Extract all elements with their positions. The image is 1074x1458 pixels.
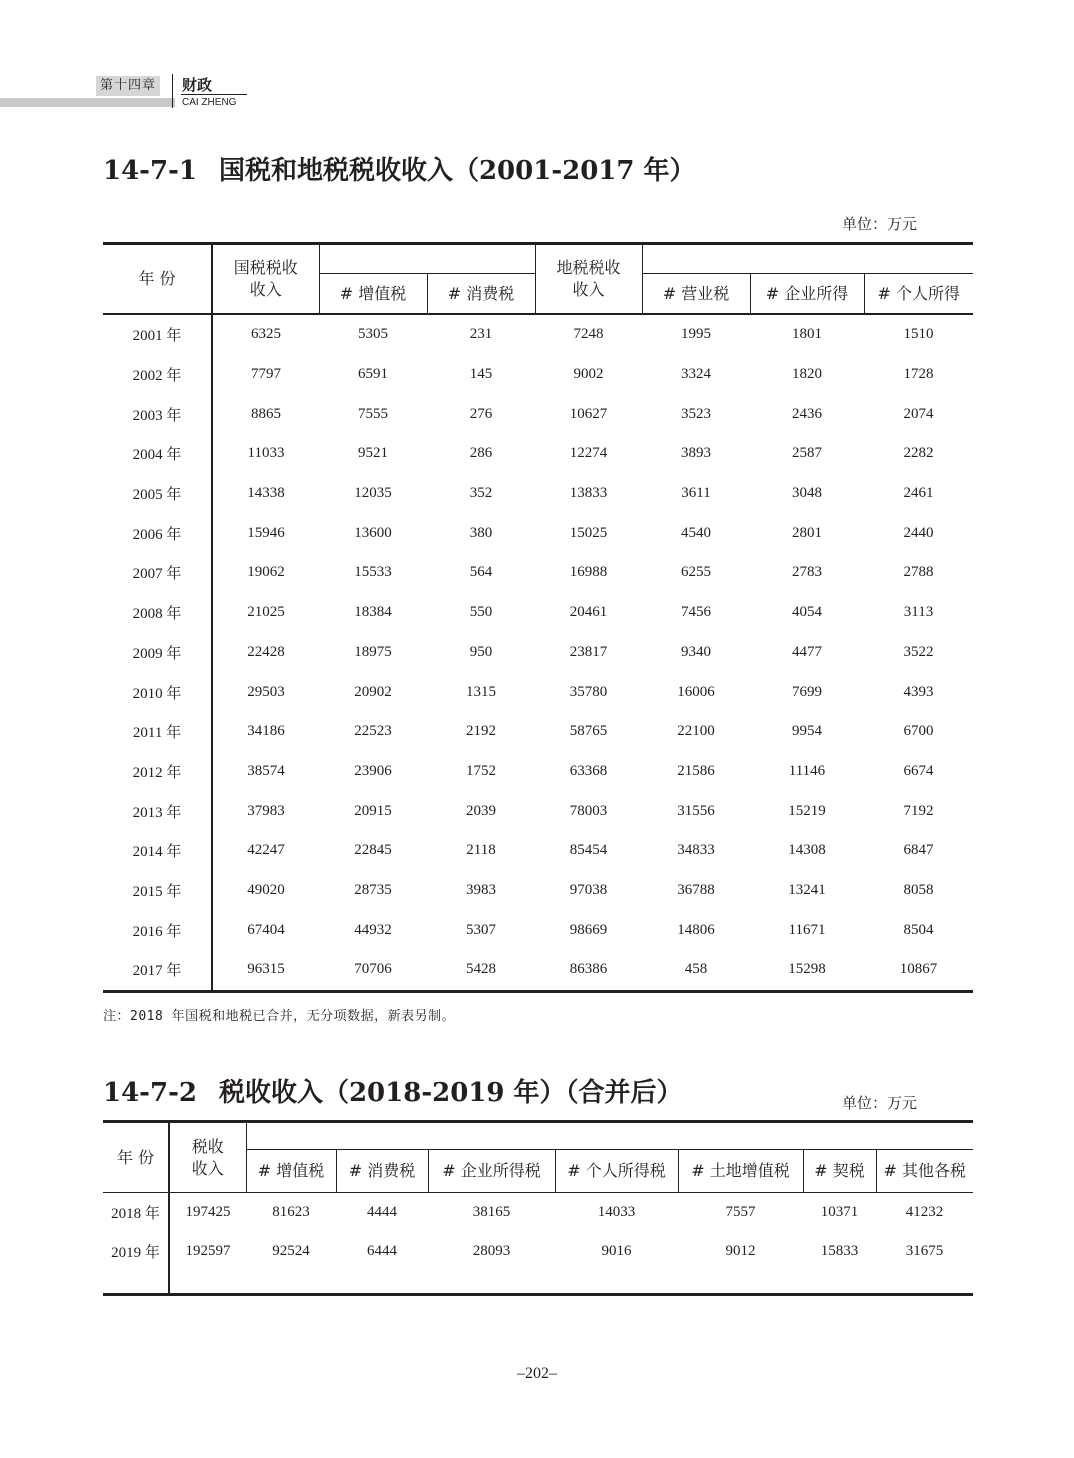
table-cell: 6591	[358, 366, 388, 383]
table-cell: 19062	[212, 553, 319, 593]
table-cell: 2801	[792, 524, 822, 541]
row-year-cell: 2005 年	[132, 487, 182, 504]
table-cell: 3048	[792, 485, 822, 502]
row-year-cell: 2010 年	[132, 685, 182, 702]
table-cell: 3611	[681, 485, 711, 502]
table-cell: 7192	[903, 802, 934, 819]
table-cell: 20902	[354, 683, 392, 700]
table-cell: 2074	[903, 405, 934, 422]
row-year-cell: 2019 年	[111, 1245, 160, 1261]
table-cell: 35780	[569, 683, 608, 700]
table-row	[103, 355, 973, 395]
table-cell: 11033	[212, 434, 319, 474]
table-cell: 2436	[792, 405, 822, 422]
table-cell: 458	[684, 961, 708, 978]
table-cell: 20915	[354, 802, 392, 819]
table-cell: 58765	[569, 723, 608, 740]
table-cell: 6674	[903, 762, 934, 779]
table-cell: 9016	[601, 1243, 632, 1259]
row-year-cell: 2013 年	[132, 804, 182, 821]
spacer-cell	[678, 1271, 803, 1295]
table-cell: 36788	[677, 881, 715, 898]
table-cell: 1820	[792, 366, 822, 383]
row-year-cell: 2016 年	[132, 923, 182, 940]
table-cell: 8058	[903, 881, 934, 898]
table-cell: 9002	[573, 366, 604, 383]
table-cell: 28093	[472, 1243, 511, 1259]
table-cell: 15946	[212, 513, 319, 553]
table-cell: 3893	[681, 445, 711, 462]
row-year-cell: 2009 年	[132, 645, 182, 662]
table-cell: 11146	[788, 762, 826, 779]
table-cell: 23817	[569, 643, 608, 660]
table1-heading	[103, 150, 696, 187]
table-cell: 18975	[354, 643, 392, 660]
table-cell: 564	[469, 564, 493, 581]
table-cell: 7699	[792, 683, 822, 700]
table-cell: 197425	[169, 1193, 246, 1233]
table-cell: 5307	[466, 921, 496, 938]
table-cell: 15533	[354, 564, 392, 581]
table-cell: 1728	[903, 366, 934, 383]
table-cell: 9954	[792, 723, 822, 740]
table-cell: 16988	[569, 564, 608, 581]
table-cell: 12035	[354, 485, 392, 502]
spacer-cell	[169, 1271, 246, 1295]
table-row	[103, 553, 973, 593]
table-cell: 34186	[212, 712, 319, 752]
table-cell: 49020	[212, 871, 319, 911]
table1-body	[103, 314, 973, 991]
table-cell: 28735	[354, 881, 392, 898]
table-cell: 2788	[903, 564, 934, 581]
table-row	[103, 434, 973, 474]
table-row	[103, 831, 973, 871]
table-cell: 98669	[569, 921, 608, 938]
table-cell: 15025	[569, 524, 608, 541]
table-cell: 22100	[677, 723, 715, 740]
table-row	[103, 314, 973, 355]
table-cell: 63368	[569, 762, 608, 779]
table-cell: 8504	[903, 921, 934, 938]
row-year-cell: 2006 年	[132, 526, 182, 543]
table-cell: 9340	[681, 643, 711, 660]
header-divider	[172, 74, 173, 108]
table-row	[103, 1232, 973, 1271]
table1	[103, 242, 973, 993]
table-cell: 2587	[792, 445, 822, 462]
table-cell: 13833	[569, 485, 608, 502]
table-cell: 21586	[677, 762, 715, 779]
table1-title: 国税和地税税收收入（2001-2017 年）	[218, 156, 696, 186]
row-year-cell: 2017 年	[132, 963, 182, 980]
spacer-cell	[336, 1271, 428, 1295]
row-year-cell: 2003 年	[132, 407, 182, 424]
table-cell: 42247	[212, 831, 319, 871]
table-cell: 2783	[792, 564, 822, 581]
table2-heading	[103, 1072, 683, 1109]
header-rule	[181, 94, 247, 95]
table-cell: 97038	[569, 881, 608, 898]
table-cell: 3983	[466, 881, 496, 898]
row-year-cell: 2011 年	[132, 725, 182, 742]
table-cell: 3523	[681, 405, 711, 422]
table-cell: 13241	[788, 881, 826, 898]
table-cell: 34833	[677, 842, 715, 859]
table-cell: 41232	[905, 1204, 944, 1220]
table-cell: 5305	[358, 326, 388, 343]
t2-col-header-vat: # 增值税	[246, 1150, 336, 1193]
table-cell: 38574	[212, 752, 319, 792]
table-cell: 7555	[358, 405, 388, 422]
table-cell: 2282	[903, 445, 934, 462]
row-year-cell: 2012 年	[132, 764, 182, 781]
table2-unit: 单位：万元	[842, 1094, 918, 1112]
table-cell: 78003	[569, 802, 608, 819]
col-header-corporate: # 企业所得	[750, 274, 864, 315]
table-cell: 29503	[212, 672, 319, 712]
table2-number: 14-7-2	[103, 1078, 197, 1108]
table-cell: 14806	[677, 921, 715, 938]
table-cell: 550	[469, 604, 493, 621]
spacer-cell	[555, 1271, 678, 1295]
table-cell: 276	[469, 405, 493, 422]
table-cell: 21025	[212, 593, 319, 633]
table-cell: 16006	[677, 683, 715, 700]
local-group-rule	[642, 244, 973, 274]
table-cell: 7797	[212, 355, 319, 395]
table-row	[103, 394, 973, 434]
t2-col-header-deed: # 契税	[803, 1150, 876, 1193]
col-header-consumption: # 消费税	[427, 274, 535, 315]
table-cell: 15833	[820, 1243, 859, 1259]
table-cell: 7456	[681, 604, 711, 621]
table2-body	[103, 1193, 973, 1295]
table-cell: 1315	[466, 683, 496, 700]
table-cell: 23906	[354, 762, 392, 779]
table-cell: 8865	[212, 394, 319, 434]
table-cell: 15298	[788, 961, 826, 978]
row-year-cell: 2004 年	[132, 447, 182, 464]
table-cell: 22523	[354, 723, 392, 740]
table-cell: 67404	[212, 910, 319, 950]
table-cell: 81623	[272, 1204, 310, 1220]
table-cell: 3324	[681, 366, 711, 383]
row-year-cell: 2014 年	[132, 844, 182, 861]
table-cell: 10371	[820, 1204, 859, 1220]
table-cell: 7248	[573, 326, 604, 343]
t2-col-header-consumption: # 消费税	[336, 1150, 428, 1193]
table-cell: 11671	[788, 921, 826, 938]
row-year-cell: 2002 年	[132, 368, 182, 385]
table-cell: 44932	[354, 921, 392, 938]
table-cell: 2440	[903, 524, 934, 541]
table-cell: 70706	[354, 961, 392, 978]
table1-number: 14-7-1	[103, 156, 197, 186]
table-row	[103, 910, 973, 950]
table-cell: 20461	[569, 604, 608, 621]
chapter-label: 第十四章	[96, 76, 160, 96]
table-row	[103, 672, 973, 712]
table-cell: 3113	[903, 604, 934, 621]
table-cell: 2192	[466, 723, 496, 740]
table-row	[103, 1193, 973, 1233]
table-cell: 86386	[569, 961, 608, 978]
table-cell: 192597	[169, 1232, 246, 1271]
table1-unit: 单位：万元	[842, 215, 918, 233]
table2-title: 税收收入（2018-2019 年）（合并后）	[218, 1078, 683, 1108]
table-cell: 85454	[569, 842, 608, 859]
table-row	[103, 871, 973, 911]
row-year-cell: 2007 年	[132, 566, 182, 583]
chapter-title: 财政	[182, 76, 213, 94]
table-row	[103, 474, 973, 514]
table-cell: 22428	[212, 633, 319, 673]
table-cell: 31675	[905, 1243, 944, 1259]
t2-col-header-other: # 其他各税	[876, 1150, 973, 1193]
national-group-rule	[319, 244, 535, 274]
table-row	[103, 712, 973, 752]
table-cell: 6444	[367, 1243, 397, 1259]
table-cell: 96315	[212, 950, 319, 991]
table-cell: 38165	[472, 1204, 511, 1220]
spacer-cell	[428, 1271, 555, 1295]
table-cell: 2039	[466, 802, 496, 819]
table-cell: 4054	[792, 604, 822, 621]
table-cell: 9012	[725, 1243, 756, 1259]
table-cell: 231	[469, 326, 493, 343]
table-cell: 1801	[792, 326, 822, 343]
table-cell: 4540	[681, 524, 711, 541]
table-cell: 14308	[788, 842, 826, 859]
table-cell: 6255	[681, 564, 711, 581]
table-cell: 4477	[792, 643, 822, 660]
table-cell: 286	[469, 445, 493, 462]
table-cell: 1995	[681, 326, 711, 343]
table-cell: 4393	[903, 683, 934, 700]
table-cell: 2118	[466, 842, 496, 859]
table-cell: 3522	[903, 643, 934, 660]
page-number: –202–	[517, 1365, 557, 1382]
t2-col-header-tax: 税收 收入	[169, 1122, 246, 1193]
table-cell: 7557	[725, 1204, 756, 1220]
row-year-cell: 2008 年	[132, 606, 182, 623]
col-header-year: 年 份	[103, 244, 212, 315]
table-cell: 145	[469, 366, 493, 383]
table-cell: 15219	[788, 802, 826, 819]
header-decor-bar	[0, 98, 175, 107]
chapter-pinyin: CAI ZHENG	[182, 97, 237, 108]
t2-col-header-year: 年 份	[103, 1122, 169, 1193]
table-cell: 352	[469, 485, 493, 502]
t2-col-header-land: # 土地增值税	[678, 1150, 803, 1193]
table2	[103, 1120, 973, 1296]
table-cell: 13600	[354, 524, 392, 541]
table-row	[103, 791, 973, 831]
table-cell: 9521	[358, 445, 388, 462]
table-cell: 14033	[597, 1204, 636, 1220]
row-year-cell: 2015 年	[132, 883, 182, 900]
table-cell: 6847	[903, 842, 934, 859]
table-cell: 37983	[212, 791, 319, 831]
table-cell: 1752	[466, 762, 496, 779]
table-spacer-row	[103, 1271, 973, 1295]
table-cell: 4444	[367, 1204, 397, 1220]
col-header-local-tax: 地税税收 收入	[535, 244, 642, 315]
spacer-cell	[103, 1271, 169, 1295]
spacer-cell	[876, 1271, 973, 1295]
spacer-cell	[246, 1271, 336, 1295]
table-cell: 12274	[569, 445, 608, 462]
col-header-vat: # 增值税	[319, 274, 427, 315]
col-header-national-tax: 国税税收 收入	[212, 244, 319, 315]
row-year-cell: 2001 年	[132, 328, 182, 345]
table-row	[103, 593, 973, 633]
table-row	[103, 633, 973, 673]
table-cell: 380	[469, 524, 493, 541]
table-row	[103, 513, 973, 553]
col-header-business: # 营业税	[642, 274, 750, 315]
table-cell: 14338	[212, 474, 319, 514]
table-cell: 22845	[354, 842, 392, 859]
table-row	[103, 752, 973, 792]
table-cell: 950	[469, 643, 493, 660]
table-cell: 92524	[272, 1243, 310, 1259]
table-cell: 18384	[354, 604, 392, 621]
col-header-personal: # 个人所得	[864, 274, 973, 315]
table-row	[103, 950, 973, 991]
table-cell: 6325	[212, 314, 319, 355]
spacer-cell	[803, 1271, 876, 1295]
table-cell: 31556	[677, 802, 715, 819]
t2-col-header-corporate: # 企业所得税	[428, 1150, 555, 1193]
table-cell: 2461	[903, 485, 934, 502]
row-year-cell: 2018 年	[111, 1206, 160, 1222]
t2-col-header-personal: # 个人所得税	[555, 1150, 678, 1193]
table-cell: 6700	[903, 723, 934, 740]
table1-note: 注：2018 年国税和地税已合并，无分项数据，新表另制。	[103, 1009, 456, 1024]
table-cell: 10867	[899, 961, 938, 978]
table-cell: 10627	[569, 405, 608, 422]
table-cell: 1510	[903, 326, 934, 343]
t2-group-rule	[246, 1122, 973, 1150]
table-cell: 5428	[466, 961, 496, 978]
